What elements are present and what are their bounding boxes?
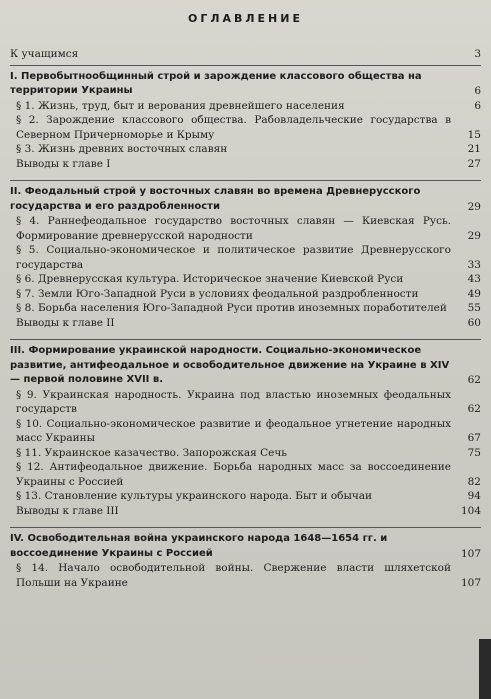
table-of-contents	[10, 47, 481, 590]
toc-entry-text: § 14. Начало освободительной войны. Свержение власти шляхетской Польши на Украине	[16, 562, 451, 589]
toc-entry-text: § 4. Раннефеодальное государство восточных славян — Киевская Русь. Формирование древнерусской народности	[16, 215, 451, 242]
toc-entry-text: § 3. Жизнь древних восточных славян	[16, 143, 228, 155]
toc-entry	[10, 561, 481, 590]
section-divider	[10, 527, 481, 528]
toc-page-number: 6	[474, 99, 481, 112]
toc-page-number: 6	[474, 85, 481, 97]
toc-entry-text: § 11. Украинское казачество. Запорожская Сечь	[16, 446, 288, 459]
toc-entry-text: II. Феодальный строй у восточных славян во времена Древнерусского государства и его раздробленности	[10, 186, 421, 212]
toc-entry-text: § 10. Социально-экономическое развитие и феодальное угнетение народных масс Украины	[16, 417, 451, 444]
toc-page-number: 43	[467, 273, 481, 285]
toc-entry	[10, 272, 481, 287]
toc-entry-text: § 6. Древнерусская культура. Историческое значение Киевской Руси	[16, 273, 404, 285]
page-title: ОГЛАВЛЕНИЕ	[188, 12, 303, 25]
toc-page-number: 55	[467, 302, 481, 314]
toc-entry-text: Выводы к главе II	[16, 316, 115, 329]
toc-page-number: 82	[467, 475, 481, 488]
toc-entry-text: § 7. Земли Юго-Западной Руси в условиях феодальной раздробленности	[16, 287, 419, 300]
toc-page-number: 33	[467, 258, 481, 271]
toc-page-number: 3	[474, 48, 481, 60]
toc-page-number: 60	[467, 316, 481, 329]
toc-page-number: 15	[467, 128, 481, 141]
toc-entry	[10, 142, 481, 157]
toc-entry	[10, 47, 481, 62]
toc-entry-text: IV. Освободительная война украинского народа 1648—1654 гг. и воссоединение Украины с Россией	[10, 533, 388, 559]
toc-page-number: 75	[467, 446, 481, 459]
toc-page-number: 107	[460, 576, 481, 589]
toc-page-number: 94	[467, 490, 481, 502]
section-gap	[10, 518, 481, 524]
toc-entry	[10, 301, 481, 316]
toc-entry-text: К учащимся	[10, 48, 79, 60]
toc-entry	[10, 489, 481, 504]
toc-chapter-heading	[10, 532, 481, 561]
toc-page-number: 49	[467, 287, 481, 300]
toc-entry-text: § 1. Жизнь, труд, быт и верования древнейшего населения	[16, 99, 345, 112]
toc-entry	[10, 460, 481, 489]
toc-entry-text: § 13. Становление культуры украинского народа. Быт и обычаи	[16, 490, 373, 502]
toc-page-number: 21	[467, 143, 481, 155]
toc-entry-text: Выводы к главе III	[16, 504, 119, 517]
section-divider	[10, 180, 481, 181]
toc-chapter-heading	[10, 185, 481, 214]
toc-page-number: 29	[467, 229, 481, 242]
toc-page-number: 104	[460, 504, 481, 517]
toc-page-number: 27	[467, 157, 481, 170]
toc-entry-text: § 2. Зарождение классового общества. Рабовладельческие государства в Северном Причерноморье и Крыму	[16, 114, 451, 141]
toc-page-number: 62	[467, 403, 481, 415]
toc-entry	[10, 316, 481, 331]
toc-entry-text: § 9. Украинская народность. Украина под властью иноземных феодальных государств	[16, 388, 451, 415]
toc-entry	[10, 157, 481, 172]
toc-entry	[10, 388, 481, 417]
page-shadow-corner	[479, 639, 491, 699]
toc-page-number: 29	[467, 200, 481, 213]
toc-entry	[10, 243, 481, 272]
toc-entry-text: I. Первобытнообщинный строй и зарождение классового общества на территории Украины	[10, 70, 422, 96]
toc-chapter-heading	[10, 70, 481, 99]
toc-entry	[10, 446, 481, 461]
toc-entry	[10, 214, 481, 243]
toc-page-number: 107	[460, 547, 481, 560]
toc-entry	[10, 113, 481, 142]
section-divider	[10, 339, 481, 340]
toc-entry-text: III. Формирование украинской народности. Социально-экономическое развитие, антифеодальное и освободительное движение на Украине в XIV — первой половине XVII в.	[10, 345, 450, 385]
section-gap	[10, 330, 481, 336]
toc-entry-text: § 8. Борьба населения Юго-Западной Руси против иноземных поработителей	[16, 302, 447, 314]
toc-entry-text: Выводы к главе I	[16, 157, 111, 170]
toc-page-number: 67	[467, 432, 481, 444]
toc-entry	[10, 99, 481, 114]
toc-chapter-heading	[10, 344, 481, 388]
toc-entry-text: § 12. Антифеодальное движение. Борьба народных масс за воссоединение Украины с Россией	[16, 461, 451, 488]
toc-entry	[10, 287, 481, 302]
section-gap	[10, 171, 481, 177]
toc-entry-text: § 5. Социально-экономическое и политическое развитие Древнерусского государства	[16, 244, 451, 271]
section-divider	[10, 65, 481, 66]
toc-entry	[10, 504, 481, 519]
toc-entry	[10, 417, 481, 446]
toc-page-number: 62	[467, 374, 481, 386]
